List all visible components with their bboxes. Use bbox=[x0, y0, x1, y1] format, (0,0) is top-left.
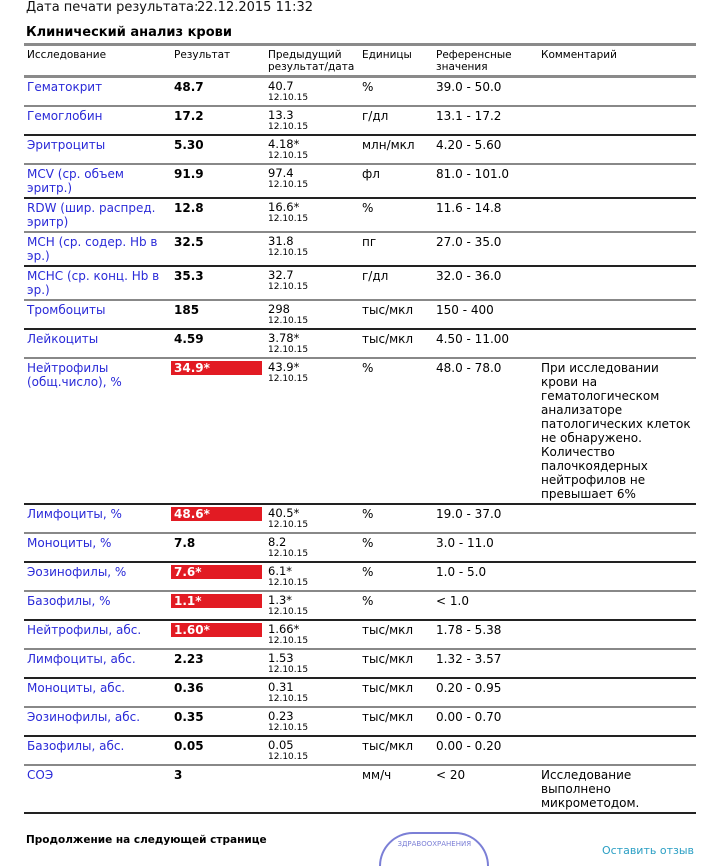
print-date bbox=[24, 0, 696, 18]
units-cell: тыс/мкл bbox=[359, 649, 433, 678]
table-row bbox=[24, 135, 696, 164]
test-name: Тромбоциты bbox=[24, 300, 171, 329]
table-row bbox=[24, 649, 696, 678]
feedback-link[interactable]: Оставить отзыв bbox=[601, 844, 694, 857]
result-cell bbox=[171, 591, 265, 620]
result-cell bbox=[171, 504, 265, 533]
result-cell bbox=[171, 77, 265, 107]
table-row bbox=[24, 736, 696, 765]
result-value: 5.30 bbox=[174, 138, 204, 152]
reference-cell: 0.00 - 0.70 bbox=[433, 707, 538, 736]
flagged-result: 34.9* bbox=[171, 361, 262, 375]
table-row bbox=[24, 77, 696, 107]
comment-cell bbox=[538, 562, 696, 591]
reference-cell: 1.32 - 3.57 bbox=[433, 649, 538, 678]
flagged-result: 7.6* bbox=[171, 565, 262, 579]
previous-date: 12.10.15 bbox=[268, 122, 309, 132]
test-name: RDW (шир. распред. эритр) bbox=[24, 198, 171, 232]
units-cell: г/дл bbox=[359, 106, 433, 135]
result-cell bbox=[171, 649, 265, 678]
reference-cell: < 20 bbox=[433, 765, 538, 813]
test-name: Базофилы, % bbox=[24, 591, 171, 620]
results-table-body bbox=[24, 77, 696, 814]
previous-cell bbox=[265, 300, 359, 329]
previous-value: 0.23 bbox=[268, 709, 294, 723]
result-value: 7.8 bbox=[174, 536, 196, 550]
previous-cell bbox=[265, 164, 359, 198]
test-name: Эозинофилы, абс. bbox=[24, 707, 171, 736]
table-row bbox=[24, 300, 696, 329]
reference-cell: 39.0 - 50.0 bbox=[433, 77, 538, 107]
result-cell bbox=[171, 678, 265, 707]
test-name: MCV (ср. объем эритр.) bbox=[24, 164, 171, 198]
previous-cell bbox=[265, 329, 359, 358]
units-cell: % bbox=[359, 533, 433, 562]
result-cell bbox=[171, 135, 265, 164]
previous-value: 4.18* bbox=[268, 137, 300, 151]
result-value: 0.36 bbox=[174, 681, 204, 695]
reference-cell: 81.0 - 101.0 bbox=[433, 164, 538, 198]
previous-date: 12.10.15 bbox=[268, 282, 309, 292]
previous-date: 12.10.15 bbox=[268, 151, 309, 161]
previous-cell bbox=[265, 736, 359, 765]
result-value: 0.35 bbox=[174, 710, 204, 724]
comment-cell bbox=[538, 591, 696, 620]
reference-cell: 48.0 - 78.0 bbox=[433, 358, 538, 504]
units-cell: тыс/мкл bbox=[359, 300, 433, 329]
test-name: Лейкоциты bbox=[24, 329, 171, 358]
comment-cell: Исследование выполнено микрометодом. bbox=[538, 765, 696, 813]
reference-cell: 0.20 - 0.95 bbox=[433, 678, 538, 707]
result-value: 3 bbox=[174, 768, 183, 782]
result-value: 17.2 bbox=[174, 109, 204, 123]
column-header-previous-line1: Предыдущий bbox=[268, 49, 342, 61]
result-value: 48.7 bbox=[174, 80, 204, 94]
reference-cell: 32.0 - 36.0 bbox=[433, 266, 538, 300]
section-title: Клинический анализ крови bbox=[26, 25, 232, 40]
result-value: 91.9 bbox=[174, 167, 204, 181]
table-row bbox=[24, 765, 696, 813]
units-cell: % bbox=[359, 198, 433, 232]
table-row bbox=[24, 533, 696, 562]
previous-date: 12.10.15 bbox=[268, 665, 309, 675]
previous-cell bbox=[265, 533, 359, 562]
reference-cell: 1.0 - 5.0 bbox=[433, 562, 538, 591]
units-cell: мм/ч bbox=[359, 765, 433, 813]
column-header-previous bbox=[265, 45, 359, 77]
table-row bbox=[24, 106, 696, 135]
units-cell: тыс/мкл bbox=[359, 707, 433, 736]
units-cell: тыс/мкл bbox=[359, 736, 433, 765]
previous-date: 12.10.15 bbox=[268, 520, 309, 530]
previous-date: 12.10.15 bbox=[268, 316, 309, 326]
previous-value: 1.53 bbox=[268, 651, 294, 665]
comment-cell bbox=[538, 329, 696, 358]
previous-cell bbox=[265, 562, 359, 591]
units-cell: % bbox=[359, 77, 433, 107]
reference-cell: 1.78 - 5.38 bbox=[433, 620, 538, 649]
result-value: 4.59 bbox=[174, 332, 204, 346]
previous-cell bbox=[265, 358, 359, 504]
previous-value: 32.7 bbox=[268, 268, 294, 282]
reference-cell: 4.50 - 11.00 bbox=[433, 329, 538, 358]
units-cell: % bbox=[359, 358, 433, 504]
previous-date: 12.10.15 bbox=[268, 93, 309, 103]
previous-date: 12.10.15 bbox=[268, 723, 309, 733]
stamp-seal-text: ЗДРАВООХРАНЕНИЯ bbox=[397, 840, 472, 848]
result-value: 32.5 bbox=[174, 235, 204, 249]
previous-value: 40.5* bbox=[268, 506, 300, 520]
reference-cell: 150 - 400 bbox=[433, 300, 538, 329]
table-row bbox=[24, 198, 696, 232]
table-row bbox=[24, 504, 696, 533]
test-name: Моноциты, абс. bbox=[24, 678, 171, 707]
previous-value: 6.1* bbox=[268, 564, 293, 578]
previous-date: 12.10.15 bbox=[268, 549, 309, 559]
table-row bbox=[24, 562, 696, 591]
column-header-previous-line2: результат/дата bbox=[268, 61, 355, 73]
previous-value: 1.3* bbox=[268, 593, 293, 607]
print-date-label: Дата печати результата: bbox=[26, 0, 199, 15]
result-value: 185 bbox=[174, 303, 200, 317]
units-cell: % bbox=[359, 504, 433, 533]
previous-cell bbox=[265, 591, 359, 620]
previous-date: 12.10.15 bbox=[268, 374, 309, 384]
results-table bbox=[24, 43, 696, 814]
result-cell bbox=[171, 765, 265, 813]
previous-cell bbox=[265, 266, 359, 300]
column-header-reference bbox=[433, 45, 538, 77]
previous-cell bbox=[265, 504, 359, 533]
reference-cell: 4.20 - 5.60 bbox=[433, 135, 538, 164]
previous-cell bbox=[265, 678, 359, 707]
comment-cell bbox=[538, 533, 696, 562]
result-value: 35.3 bbox=[174, 269, 204, 283]
table-row bbox=[24, 591, 696, 620]
comment-cell bbox=[538, 232, 696, 266]
previous-date: 12.10.15 bbox=[268, 214, 309, 224]
comment-cell bbox=[538, 707, 696, 736]
comment-cell bbox=[538, 649, 696, 678]
result-cell bbox=[171, 533, 265, 562]
test-name: MCHC (ср. конц. Hb в эр.) bbox=[24, 266, 171, 300]
comment-cell bbox=[538, 678, 696, 707]
column-header-comment: Комментарий bbox=[538, 45, 696, 77]
previous-date: 12.10.15 bbox=[268, 180, 309, 190]
test-name: Базофилы, абс. bbox=[24, 736, 171, 765]
previous-value: 0.31 bbox=[268, 680, 294, 694]
previous-value: 31.8 bbox=[268, 234, 294, 248]
previous-date: 12.10.15 bbox=[268, 248, 309, 258]
continue-note: Продолжение на следующей странице bbox=[26, 834, 267, 846]
result-cell bbox=[171, 106, 265, 135]
test-name: СОЭ bbox=[24, 765, 171, 813]
previous-value: 298 bbox=[268, 302, 290, 316]
previous-value: 8.2 bbox=[268, 535, 287, 549]
result-cell bbox=[171, 329, 265, 358]
units-cell: пг bbox=[359, 232, 433, 266]
units-cell: % bbox=[359, 591, 433, 620]
comment-cell: При исследовании крови на гематологическом анализаторе патологических клеток не обнаружено. Количество палочкоядерных нейтрофилов не превышает 6% bbox=[538, 358, 696, 504]
column-header-reference-line2: значения bbox=[436, 61, 488, 73]
previous-cell bbox=[265, 649, 359, 678]
result-value: 0.05 bbox=[174, 739, 204, 753]
comment-cell bbox=[538, 198, 696, 232]
column-header-units: Единицы bbox=[359, 45, 433, 77]
test-name: Гематокрит bbox=[24, 77, 171, 107]
previous-value: 97.4 bbox=[268, 166, 294, 180]
previous-cell bbox=[265, 198, 359, 232]
reference-cell: 27.0 - 35.0 bbox=[433, 232, 538, 266]
previous-value: 43.9* bbox=[268, 360, 300, 374]
test-name: Моноциты, % bbox=[24, 533, 171, 562]
units-cell: г/дл bbox=[359, 266, 433, 300]
stamp-seal bbox=[379, 832, 489, 866]
previous-value: 40.7 bbox=[268, 79, 294, 93]
units-cell: фл bbox=[359, 164, 433, 198]
units-cell: тыс/мкл bbox=[359, 329, 433, 358]
result-value: 2.23 bbox=[174, 652, 204, 666]
previous-date: 12.10.15 bbox=[268, 752, 309, 762]
test-name: MCH (ср. содер. Hb в эр.) bbox=[24, 232, 171, 266]
previous-date: 12.10.15 bbox=[268, 345, 309, 355]
previous-value: 16.6* bbox=[268, 200, 300, 214]
table-row bbox=[24, 620, 696, 649]
comment-cell bbox=[538, 266, 696, 300]
comment-cell bbox=[538, 300, 696, 329]
result-cell bbox=[171, 620, 265, 649]
test-name: Нейтрофилы (общ.число), % bbox=[24, 358, 171, 504]
units-cell: млн/мкл bbox=[359, 135, 433, 164]
page-footer bbox=[26, 828, 694, 866]
reference-cell: 3.0 - 11.0 bbox=[433, 533, 538, 562]
test-name: Нейтрофилы, абс. bbox=[24, 620, 171, 649]
table-row bbox=[24, 266, 696, 300]
previous-cell bbox=[265, 620, 359, 649]
column-header-test: Исследование bbox=[24, 45, 171, 77]
result-cell bbox=[171, 300, 265, 329]
previous-date: 12.10.15 bbox=[268, 636, 309, 646]
table-row bbox=[24, 358, 696, 504]
previous-cell bbox=[265, 77, 359, 107]
test-name: Лимфоциты, абс. bbox=[24, 649, 171, 678]
result-cell bbox=[171, 266, 265, 300]
flagged-result: 1.60* bbox=[171, 623, 262, 637]
flagged-result: 48.6* bbox=[171, 507, 262, 521]
result-cell bbox=[171, 232, 265, 266]
reference-cell: 11.6 - 14.8 bbox=[433, 198, 538, 232]
previous-date: 12.10.15 bbox=[268, 607, 309, 617]
table-row bbox=[24, 232, 696, 266]
comment-cell bbox=[538, 135, 696, 164]
previous-cell bbox=[265, 106, 359, 135]
table-row bbox=[24, 329, 696, 358]
table-row bbox=[24, 164, 696, 198]
units-cell: % bbox=[359, 562, 433, 591]
comment-cell bbox=[538, 106, 696, 135]
previous-cell bbox=[265, 232, 359, 266]
result-value: 12.8 bbox=[174, 201, 204, 215]
reference-cell: 0.00 - 0.20 bbox=[433, 736, 538, 765]
flagged-result: 1.1* bbox=[171, 594, 262, 608]
previous-value: 0.05 bbox=[268, 738, 294, 752]
reference-cell: 19.0 - 37.0 bbox=[433, 504, 538, 533]
test-name: Лимфоциты, % bbox=[24, 504, 171, 533]
previous-date: 12.10.15 bbox=[268, 694, 309, 704]
column-header-reference-line1: Референсные bbox=[436, 49, 512, 61]
reference-cell: < 1.0 bbox=[433, 591, 538, 620]
comment-cell bbox=[538, 504, 696, 533]
previous-value: 1.66* bbox=[268, 622, 300, 636]
result-cell bbox=[171, 164, 265, 198]
comment-cell bbox=[538, 620, 696, 649]
comment-cell bbox=[538, 164, 696, 198]
result-cell bbox=[171, 562, 265, 591]
units-cell: тыс/мкл bbox=[359, 620, 433, 649]
result-cell bbox=[171, 358, 265, 504]
table-row bbox=[24, 678, 696, 707]
print-date-value: 22.12.2015 11:32 bbox=[197, 0, 314, 15]
previous-cell bbox=[265, 765, 359, 813]
test-name: Гемоглобин bbox=[24, 106, 171, 135]
test-name: Эритроциты bbox=[24, 135, 171, 164]
comment-cell bbox=[538, 77, 696, 107]
previous-cell bbox=[265, 707, 359, 736]
result-cell bbox=[171, 198, 265, 232]
previous-date: 12.10.15 bbox=[268, 578, 309, 588]
table-header-row bbox=[24, 45, 696, 77]
test-name: Эозинофилы, % bbox=[24, 562, 171, 591]
reference-cell: 13.1 - 17.2 bbox=[433, 106, 538, 135]
units-cell: тыс/мкл bbox=[359, 678, 433, 707]
previous-value: 13.3 bbox=[268, 108, 294, 122]
previous-cell bbox=[265, 135, 359, 164]
column-header-result: Результат bbox=[171, 45, 265, 77]
previous-value: 3.78* bbox=[268, 331, 300, 345]
table-row bbox=[24, 707, 696, 736]
comment-cell bbox=[538, 736, 696, 765]
result-cell bbox=[171, 707, 265, 736]
result-cell bbox=[171, 736, 265, 765]
